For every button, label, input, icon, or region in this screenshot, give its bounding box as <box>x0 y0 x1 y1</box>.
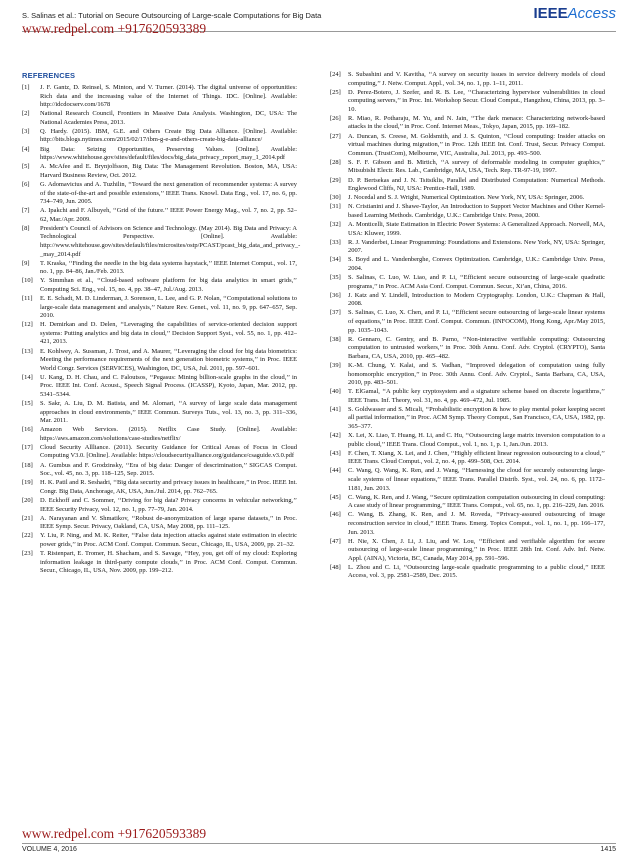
reference-text: A. Duncan, S. Creese, M. Goldsmith, and J. S. Quinton, ‘‘Cloud computing: Insider attacks on virtual machines during migration,’’ in Proc. 12th IEEE Int. Conf. Trust, Secur. Privacy Comput. Commun. (TrustCom), Melbourne, VIC, Australia, Jul. 2013, pp. 493–500. <box>348 132 605 157</box>
reference-text: C. Wang, K. Ren, and J. Wang, ‘‘Secure optimization computation outsourcing in cloud computing: A case study of linear programming,’’ IEEE Trans. Comput., vol. 65, no. 1, pp. 216–229, Jan. 2016. <box>348 493 605 510</box>
reference-number: [33] <box>330 238 341 246</box>
reference-text: S. Salinas, C. Luo, X. Chen, and P. Li, ‘‘Efficient secure outsourcing of large-scale linear systems of equations,’’ in Proc. IEEE Conf. Comput. Commun. (INFOCOM), Hong Kong, Apr./May 2015, pp. 1035–1043. <box>348 309 605 334</box>
reference-item <box>22 374 297 400</box>
reference-text: S. Goldwasser and S. Micali, ‘‘Probabilistic encryption & how to play mental poker keeping secret all partial information,’’ in Proc. ACM Symp. Theory Comput., San Francisco, CA, USA, 1982, pp. 365–377. <box>348 405 605 430</box>
volume-label: VOLUME 4, 2016 <box>22 846 77 853</box>
reference-text: U. Kang, D. H. Chau, and C. Faloutsos, ‘‘Pegasus: Mining billion-scale graphs in the cloud,’’ in Proc. IEEE Int. Conf. Acoust., Speech Signal Process. (ICASSP), Kyoto, Japan, Mar. 2012, pp. 5341–5344. <box>40 373 297 398</box>
reference-item <box>22 163 297 180</box>
reference-item <box>22 426 297 443</box>
footer-rule <box>22 843 616 844</box>
reference-item <box>330 256 605 273</box>
reference-text: H. Nie, X. Chen, J. Li, J. Liu, and W. Lou, ‘‘Efficient and verifiable algorithm for secure outsourcing of large-scale linear programming,’’ in Proc. IEEE 28th Int. Conf. Adv. Inf. Netw. Appl. (AINA), Victoria, BC, Canada, May 2014, pp. 591–596. <box>348 537 605 562</box>
reference-text: F. Chen, T. Xiang, X. Lei, and J. Chen, ‘‘Highly efficient linear regression outsourcing to a cloud,’’ IEEE Trans. Cloud Comput., vol. 2, no. 4, pp. 499–508, Oct. 2014. <box>348 449 605 466</box>
reference-number: [4] <box>22 145 30 153</box>
reference-text: N. Cristianini and J. Shawe-Taylor, An Introduction to Support Vector Machines and Other Kernel-based Learning Methods. Cambridge, U.K.: Cambridge Univ. Press, 2000. <box>348 203 605 219</box>
reference-item <box>22 515 297 532</box>
watermark-bottom: www.redpel.com +917620593389 <box>22 826 207 841</box>
references-column-left <box>22 71 301 576</box>
reference-number: [32] <box>330 221 341 229</box>
reference-text: K.-M. Chung, Y. Kalai, and S. Vadhan, ‘‘Improved delegation of computation using fully homomorphic encryption,’’ in Proc. 30th Annu. Conf. Adv. Cryptol., Santa Barbara, CA, USA, 2010, pp. 483–501. <box>348 361 605 387</box>
reference-text: National Research Council, Frontiers in Massive Data Analysis. Washington, DC, USA: The National Academies Press, 2013. <box>40 110 297 126</box>
reference-text: E. E. Schadt, M. D. Linderman, J. Sorenson, L. Lee, and G. P. Nolan, ‘‘Computational solutions to large-scale data management and analysis,’’ Nature Rev. Genet., vol. 11, no. 9, pp. 647–657, Sep. 2010. <box>40 295 297 320</box>
reference-item <box>22 84 297 110</box>
reference-text: H. Demirkan and D. Delen, ‘‘Leveraging the capabilities of service-oriented decision support systems: Putting analytics and big data in cloud,’’ Decision Support Syst., vol. 55, no. 1, pp. 412–421, 2013. <box>40 321 297 346</box>
reference-number: [30] <box>330 194 341 202</box>
reference-text: Amazon Web Services. (2015). Netflix Case Study. [Online]. Available: https://aws.amazon.com/solutions/case-studies/netflix/ <box>40 426 297 442</box>
reference-text: Cloud Security Allliance. (2011). Security Guidance for Critical Areas of Focus in Cloud Computing V3.0. [Online]. Available: https://cloudsecurityalliance.org/guidance/csaguide.v3.0.pdf <box>40 443 297 460</box>
reference-number: [16] <box>22 426 33 434</box>
ieee-access-logo <box>533 5 616 22</box>
reference-text: E. Kohlwey, A. Sussman, J. Trost, and A. Maurer, ‘‘Leveraging the cloud for big data biometrics: Meeting the performance requirements of the next generation biometric systems,’’ in Proc. IEEE World Congr. Services (SERVICES), Washington, DC, USA, Jul. 2011, pp. 597–601. <box>40 347 297 372</box>
reference-text: S. Subashini and V. Kavitha, ‘‘A survey on security issues in service delivery models of cloud computing,’’ J. Netw. Comput. Appl., vol. 34, no. 1, pp. 1–11, 2011. <box>348 71 605 87</box>
reference-number: [3] <box>22 127 30 135</box>
reference-number: [20] <box>22 496 33 504</box>
reference-item <box>330 221 605 238</box>
reference-number: [45] <box>330 493 341 501</box>
reference-text: R. Miao, R. Potharaju, M. Yu, and N. Jain, ‘‘The dark menace: Characterizing network-based attacks in the cloud,’’ in Proc. Conf. Internet Meas., Tokyo, Japan, 2015, pp. 169–182. <box>348 114 605 131</box>
reference-number: [23] <box>22 550 33 558</box>
reference-item <box>22 224 301 259</box>
reference-text: G. Adomavicius and A. Tuzhilin, ‘‘Toward the next generation of recommender systems: A survey of the state-of-the-art and possible extensions,’’ IEEE Trans. Knowl. Data Eng., vol. 17, no. 6, pp. 734–749, Jun. 2005. <box>40 180 297 206</box>
reference-text: R. Gennaro, C. Gentry, and B. Parno, ‘‘Non-interactive verifiable computing: Outsourcing computation to untrusted workers,’’ in Proc. 30th Annu. Conf. Adv. Cryptol. (CRYPTO), Santa Barbara, CA, USA, 2010, pp. 465–482. <box>348 335 605 360</box>
reference-text: C. Wang, B. Zhang, K. Ren, and J. M. Roveda, ‘‘Privacy-assured outsourcing of image reconstruction service in cloud,’’ IEEE Trans. Emerg. Topics Comput., vol. 1, no. 1, pp. 166–177, Jun. 2013. <box>348 511 605 536</box>
reference-text: S. F. F. Gibson and B. Mirtich, ‘‘A survey of deformable modeling in computer graphics,’’ Mitsubishi Electr. Res. Lab., Cambridge, MA, USA, Tech. Rep. TR-97-19, 1997. <box>348 158 605 175</box>
reference-text: A. Narayanan and V. Shmatikov, ‘‘Robust de-anonymization of large sparse datasets,’’ in Proc. IEEE Symp. Secur. Privacy, Oakland, CA, USA, May 2008, pp. 111–125. <box>40 514 297 531</box>
reference-number: [9] <box>22 259 30 267</box>
reference-item <box>330 336 605 362</box>
reference-text: T. ElGamal, ‘‘A public key cryptosystem and a signature scheme based on discrete logarithms,’’ IEEE Trans. Inf. Theory, vol. 31, no. 4, pp. 469–472, Jul. 1985. <box>348 388 605 404</box>
references-column-right <box>330 71 605 582</box>
reference-item <box>22 277 297 294</box>
reference-text: Y. Simmhan et al., ‘‘Cloud-based software platform for big data analytics in smart grids,’’ Computing Sci. Eng., vol. 15, no. 4, pp. 38–47, Jul./Aug. 2013. <box>40 277 297 293</box>
reference-number: [12] <box>22 321 33 329</box>
reference-number: [13] <box>22 347 33 355</box>
reference-number: [14] <box>22 373 33 381</box>
reference-item <box>22 207 297 224</box>
reference-item <box>330 159 605 176</box>
reference-item <box>330 406 605 432</box>
reference-number: [36] <box>330 291 341 299</box>
reference-text: J. Nocedal and S. J. Wright, Numerical Optimization. New York, NY, USA: Springer, 2006. <box>348 194 585 202</box>
reference-item <box>330 564 605 581</box>
reference-list-left <box>22 84 301 576</box>
reference-number: [27] <box>330 132 341 140</box>
reference-item <box>330 203 605 220</box>
reference-number: [5] <box>22 163 30 171</box>
reference-item <box>330 511 605 537</box>
reference-text: D. P. Bertsekas and J. N. Tsitsiklis, Parallel and Distributed Computation: Numerical Methods. Englewood Cliffs, NJ, USA: Prentice-Hall, 1989. <box>348 176 605 193</box>
reference-text: R. J. Vanderbei, Linear Programming: Foundations and Extensions. New York, NY, USA: Springer, 2007. <box>348 238 605 255</box>
reference-item <box>22 321 297 347</box>
logo-access: Access <box>567 5 616 22</box>
reference-text: S. Sakr, A. Liu, D. M. Batista, and M. Alomari, ‘‘A survey of large scale data management approaches in cloud environments,’’ IEEE Commun. Surveys Tuts., vol. 13, no. 3, pp. 311–336, Mar. 2011. <box>40 400 297 425</box>
reference-number: [18] <box>22 461 33 469</box>
reference-text: J. Katz and Y. Lindell, Introduction to Modern Cryptography. London, U.K.: Chapman & Hall, 2008. <box>348 291 605 308</box>
reference-text: H. K. Patil and R. Seshadri, ‘‘Big data security and privacy issues in healthcare,’’ in Proc. IEEE Int. Congr. Big Data, Anchorage, AK, USA, Jun./Jul. 2014, pp. 762–765. <box>40 479 297 495</box>
reference-number: [6] <box>22 180 30 188</box>
reference-number: [24] <box>330 71 341 78</box>
reference-number: [39] <box>330 361 341 369</box>
reference-number: [28] <box>330 158 341 166</box>
reference-text: A. Gumbus and F. Grodzinsky, ‘‘Era of big data: Danger of descrimination,’’ SIGCAS Comput. Soc., vol. 45, no. 3, pp. 118–125, Sep. 2015. <box>40 461 297 478</box>
reference-item <box>22 462 297 479</box>
reference-number: [40] <box>330 388 341 396</box>
reference-item <box>330 388 605 405</box>
reference-number: [38] <box>330 335 341 343</box>
reference-item <box>22 128 297 145</box>
reference-text: Q. Hardy. (2015). IBM, G.E. and Others Create Big Data Alliance. [Online]. Available: http://bits.blogs.nytimes.com/2015/02/17/ibm-g-e-and-others-create-big-data-alliance/ <box>40 127 297 144</box>
reference-item <box>22 146 297 163</box>
reference-list-right <box>330 71 605 581</box>
reference-number: [34] <box>330 256 341 264</box>
reference-item <box>22 348 297 374</box>
watermark-top: www.redpel.com +917620593389 <box>22 21 207 36</box>
reference-number: [35] <box>330 274 341 282</box>
reference-text: D. Eckhoff and C. Sommer, ‘‘Driving for big data? Privacy concerns in vehicular networking,’’ IEEE Security Privacy, vol. 12, no. 1, pp. 77–79, Jan. 2014. <box>40 496 297 513</box>
reference-item <box>330 494 605 511</box>
reference-text: A. Monticelli, State Estimation in Electric Power Systems: A Generalized Approach. Norwell, MA, USA: Kluwer, 1999. <box>348 221 605 237</box>
reference-item <box>22 444 297 461</box>
reference-text: C. Wang, Q. Wang, K. Ren, and J. Wang, ‘‘Harnessing the cloud for securely outsourcing large-scale systems of linear equations,’’ IEEE Trans. Parallel Distrib. Syst., vol. 24, no. 6, pp. 1172–1181, Jun. 2013. <box>348 467 605 492</box>
reference-text: D. Perez-Botero, J. Szefer, and R. B. Lee, ‘‘Characterizing hypervisor vulnerabilities in cloud computing servers,’’ in Proc. Int. Workshop Secur. Cloud Comput., Hangzhou, China, 2013, pp. 3–10. <box>348 88 605 113</box>
reference-number: [42] <box>330 432 341 440</box>
reference-number: [31] <box>330 203 341 211</box>
reference-item <box>330 194 605 203</box>
reference-number: [26] <box>330 114 341 122</box>
reference-number: [7] <box>22 207 30 215</box>
reference-item <box>330 274 605 291</box>
page-number: 1415 <box>600 846 616 853</box>
reference-item <box>330 450 605 467</box>
reference-item <box>22 497 297 514</box>
reference-item <box>22 181 297 207</box>
reference-text: T. Kraska, ‘‘Finding the needle in the big data systems haystack,’’ IEEE Internet Comput., vol. 17, no. 1, pp. 84–86, Jan./Feb. 2013. <box>40 259 297 276</box>
logo-ieee: IEEE <box>533 5 568 22</box>
reference-number: [2] <box>22 110 30 118</box>
reference-text: J. F. Gantz, D. Reinsel, S. Minton, and V. Turner. (2014). The digital universe of opportunities: Rich data and the increasing value of the Internet of Things. IDC. [Online]. Available: http://idcdocserv.com/1678 <box>40 84 297 109</box>
reference-item <box>330 432 605 449</box>
reference-item <box>330 115 605 132</box>
reference-number: [8] <box>22 224 30 232</box>
reference-item <box>330 177 605 194</box>
reference-number: [10] <box>22 277 33 285</box>
reference-text: L. Zhou and C. Li, ‘‘Outsourcing large-scale quadratic programming to a public cloud,’’ IEEE Access, vol. 3, pp. 2581–2589, Dec. 2015. <box>348 563 605 580</box>
reference-text: President’s Council of Advisors on Science and Technology. (May 2014). Big Data and Privacy: A Technological Perspective. [Online]. Available: http://www.whitehouse.gov/sites/default/files/microsites/ostp/PCAST/pcast_big_data_and_privacy_-_may_2014.pdf <box>40 224 301 258</box>
reference-number: [47] <box>330 537 341 545</box>
reference-number: [11] <box>22 295 33 303</box>
reference-item <box>22 532 297 549</box>
reference-number: [22] <box>22 532 33 540</box>
reference-number: [29] <box>330 176 341 184</box>
reference-number: [46] <box>330 511 341 519</box>
reference-item <box>330 467 605 493</box>
reference-text: A. Ipakchi and F. Albuyeh, ‘‘Grid of the future.’’ IEEE Power Energy Mag., vol. 7, no. 2, pp. 52–62, Mar./Apr. 2009. <box>40 207 297 223</box>
reference-item <box>330 71 605 88</box>
reference-item <box>330 362 605 388</box>
references-heading: REFERENCES <box>22 71 76 80</box>
reference-item <box>330 89 605 115</box>
reference-number: [44] <box>330 467 341 475</box>
reference-item <box>22 479 297 496</box>
reference-item <box>330 538 605 564</box>
reference-number: [15] <box>22 400 33 407</box>
reference-number: [1] <box>22 84 30 91</box>
reference-item <box>22 295 297 321</box>
reference-text: X. Lei, X. Liao, T. Huang, H. Li, and C. Hu, ‘‘Outsourcing large matrix inversion computation to a public cloud,’’ IEEE Trans. Cloud Comput., vol. 1, no. 1, p. 1, Jan./Jun. 2013. <box>348 432 605 448</box>
reference-item <box>22 110 297 127</box>
reference-item <box>330 309 605 335</box>
reference-number: [25] <box>330 88 341 96</box>
reference-item <box>330 133 605 159</box>
reference-item <box>330 292 605 309</box>
reference-number: [21] <box>22 514 33 522</box>
reference-number: [19] <box>22 479 33 487</box>
reference-number: [17] <box>22 443 33 451</box>
reference-text: S. Salinas, C. Luo, W. Liao, and P. Li, ‘‘Efficient secure outsourcing of large-scale quadratic programs,’’ in Proc. ACM Asia Conf. Comput. Commun. Secur., Xi’an, China, 2016. <box>348 274 605 290</box>
reference-item <box>330 239 605 256</box>
reference-text: A. McAfee and E. Brynjolfsson, Big Data: The Management Revolution. Boston, MA, USA: Harvard Business Review, Oct. 2012. <box>40 163 297 179</box>
reference-item <box>22 550 297 576</box>
reference-number: [48] <box>330 563 341 571</box>
reference-number: [43] <box>330 449 341 457</box>
reference-text: T. Ristenpart, E. Tromer, H. Shacham, and S. Savage, ‘‘Hey, you, get off of my cloud: Exploring information leakage in third-party compute clouds,’’ in Proc. ACM Conf. Comput. Commun. Secur., Chicago, IL, USA, Nov. 2009, pp. 199–212. <box>40 550 297 575</box>
reference-number: [41] <box>330 405 341 413</box>
reference-text: Big Data: Seizing Opportunities, Preserving Values. [Online]. Available: https://www.whitehouse.gov/sites/default/files/docs/big_data_privacy_report_may_1_2014.pdf <box>40 145 297 162</box>
reference-text: Y. Liu, P. Ning, and M. K. Reiter, ‘‘False data injection attacks against state estimation in electric power grids,’’ in Proc. ACM Conf. Comput. Commun. Secur., Chicago, IL, USA, 2009, pp. 21–32. <box>40 532 297 548</box>
reference-item <box>22 260 297 277</box>
reference-text: S. Boyd and L. Vandenberghe, Convex Optimization. Cambridge, U.K.: Cambridge Univ. Press, 2004. <box>348 256 605 272</box>
reference-item <box>22 400 297 426</box>
running-title: S. Salinas et al.: Tutorial on Secure Outsourcing of Large-scale Computations for Big Data <box>22 11 322 20</box>
reference-number: [37] <box>330 309 341 317</box>
